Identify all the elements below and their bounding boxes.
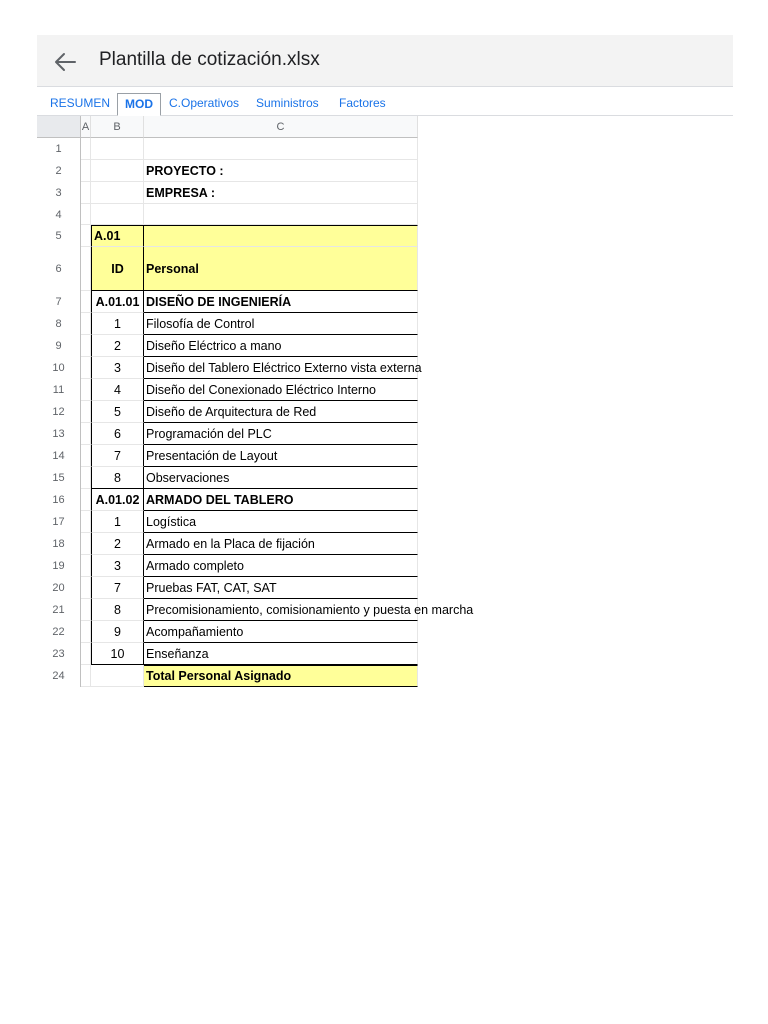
cell-c[interactable]: Personal — [144, 247, 418, 291]
cell-a[interactable] — [81, 489, 91, 511]
cell-a[interactable] — [81, 577, 91, 599]
cell-b[interactable]: 8 — [91, 599, 144, 621]
cell-a[interactable] — [81, 643, 91, 665]
cell-b[interactable]: 8 — [91, 467, 144, 489]
cell-b[interactable]: 1 — [91, 511, 144, 533]
cell-c[interactable]: Armado completo — [144, 555, 418, 577]
cell-c[interactable]: Observaciones — [144, 467, 418, 489]
cell-b[interactable]: A.01.02 — [91, 489, 144, 511]
table-row — [37, 599, 474, 621]
row-header[interactable]: 5 — [37, 225, 81, 247]
cell-b[interactable] — [91, 204, 144, 225]
cell-b[interactable]: 6 — [91, 423, 144, 445]
cell-a[interactable] — [81, 182, 91, 204]
cell-a[interactable] — [81, 599, 91, 621]
cell-a[interactable] — [81, 533, 91, 555]
row-header[interactable]: 11 — [37, 379, 81, 401]
row-header[interactable]: 19 — [37, 555, 81, 577]
table-row — [37, 621, 418, 643]
cell-c[interactable]: Diseño del Conexionado Eléctrico Interno — [144, 379, 418, 401]
cell-c[interactable]: PROYECTO : — [144, 160, 418, 182]
select-all-corner[interactable] — [37, 116, 81, 138]
table-row — [37, 643, 418, 665]
cell-c[interactable] — [144, 225, 418, 247]
table-row — [37, 357, 422, 379]
cell-c[interactable]: Programación del PLC — [144, 423, 418, 445]
cell-b[interactable]: 4 — [91, 379, 144, 401]
cell-b[interactable] — [91, 138, 144, 160]
cell-a[interactable] — [81, 401, 91, 423]
row-header[interactable]: 23 — [37, 643, 81, 665]
row-header[interactable]: 9 — [37, 335, 81, 357]
cell-a[interactable] — [81, 357, 91, 379]
table-row — [37, 445, 418, 467]
cell-b[interactable]: 1 — [91, 313, 144, 335]
cell-a[interactable] — [81, 291, 91, 313]
column-header-c[interactable]: C — [144, 116, 418, 138]
cell-c[interactable]: Pruebas FAT, CAT, SAT — [144, 577, 418, 599]
tab-factores[interactable]: Factores — [339, 96, 386, 110]
column-header-a[interactable]: A — [81, 116, 91, 138]
row-header[interactable]: 12 — [37, 401, 81, 423]
table-row — [37, 291, 418, 313]
tab-resumen[interactable]: RESUMEN — [50, 96, 111, 110]
cell-b[interactable]: 10 — [91, 643, 144, 665]
cell-a[interactable] — [81, 555, 91, 577]
cell-a[interactable] — [81, 665, 91, 687]
row-header[interactable]: 16 — [37, 489, 81, 511]
row-header[interactable]: 18 — [37, 533, 81, 555]
row-header[interactable]: 4 — [37, 204, 81, 225]
row-header[interactable]: 17 — [37, 511, 81, 533]
cell-c[interactable]: Diseño Eléctrico a mano — [144, 335, 418, 357]
tab-mod[interactable]: MOD — [117, 93, 161, 116]
table-row — [37, 401, 418, 423]
cell-b[interactable] — [91, 665, 144, 687]
cell-a[interactable] — [81, 621, 91, 643]
cell-c[interactable]: Enseñanza — [144, 643, 418, 665]
cell-a[interactable] — [81, 225, 91, 247]
row-header[interactable]: 20 — [37, 577, 81, 599]
table-row — [37, 665, 418, 687]
row-header[interactable]: 15 — [37, 467, 81, 489]
cell-b[interactable]: 3 — [91, 555, 144, 577]
cell-a[interactable] — [81, 379, 91, 401]
table-row — [37, 138, 418, 160]
row-header[interactable]: 3 — [37, 182, 81, 204]
row-header[interactable]: 6 — [37, 247, 81, 291]
cell-c[interactable]: EMPRESA : — [144, 182, 418, 204]
cell-a[interactable] — [81, 335, 91, 357]
cell-b[interactable]: 5 — [91, 401, 144, 423]
spreadsheet-grid[interactable] — [37, 116, 474, 688]
row-header[interactable]: 2 — [37, 160, 81, 182]
cell-a[interactable] — [81, 445, 91, 467]
table-row — [37, 467, 418, 489]
table-row — [37, 335, 418, 357]
cell-c[interactable]: ARMADO DEL TABLERO — [144, 489, 418, 511]
cell-c[interactable] — [144, 138, 418, 160]
cell-c[interactable]: Presentación de Layout — [144, 445, 418, 467]
table-row — [37, 511, 418, 533]
row-header[interactable]: 14 — [37, 445, 81, 467]
cell-b[interactable]: 3 — [91, 357, 144, 379]
cell-c[interactable]: Filosofía de Control — [144, 313, 418, 335]
cell-b[interactable]: 7 — [91, 577, 144, 599]
cell-c[interactable]: DISEÑO DE INGENIERÍA — [144, 291, 418, 313]
table-row — [37, 555, 418, 577]
cell-b[interactable]: 9 — [91, 621, 144, 643]
cell-a[interactable] — [81, 160, 91, 182]
cell-b[interactable]: 7 — [91, 445, 144, 467]
column-header-b[interactable]: B — [91, 116, 144, 138]
cell-a[interactable] — [81, 313, 91, 335]
row-header[interactable]: 22 — [37, 621, 81, 643]
cell-a[interactable] — [81, 511, 91, 533]
cell-a[interactable] — [81, 204, 91, 225]
table-row — [37, 379, 418, 401]
cell-a[interactable] — [81, 247, 91, 291]
document-title: Plantilla de cotización.xlsx — [99, 49, 320, 70]
table-row — [37, 533, 418, 555]
cell-b[interactable]: ID — [91, 247, 144, 291]
cell-b[interactable]: A.01 — [91, 225, 144, 247]
cell-b[interactable] — [91, 182, 144, 204]
table-row — [37, 577, 418, 599]
tab-suministros[interactable]: Suministros — [256, 96, 319, 110]
row-header[interactable]: 7 — [37, 291, 81, 313]
row-header[interactable]: 13 — [37, 423, 81, 445]
row-header[interactable]: 10 — [37, 357, 81, 379]
row-header[interactable]: 1 — [37, 138, 81, 160]
cell-a[interactable] — [81, 138, 91, 160]
back-arrow-icon[interactable] — [51, 49, 79, 75]
cell-c[interactable]: Diseño de Arquitectura de Red — [144, 401, 418, 423]
table-row — [37, 225, 418, 247]
row-header[interactable]: 8 — [37, 313, 81, 335]
table-row — [37, 313, 418, 335]
cell-a[interactable] — [81, 423, 91, 445]
cell-c[interactable]: Acompañamiento — [144, 621, 418, 643]
cell-b[interactable] — [91, 160, 144, 182]
cell-c[interactable]: Armado en la Placa de fijación — [144, 533, 418, 555]
cell-c[interactable]: Logística — [144, 511, 418, 533]
table-row — [37, 489, 418, 511]
table-row — [37, 160, 418, 182]
cell-b[interactable]: 2 — [91, 533, 144, 555]
table-row — [37, 247, 418, 291]
row-header[interactable]: 21 — [37, 599, 81, 621]
sheet-tabs — [37, 87, 733, 116]
cell-a[interactable] — [81, 467, 91, 489]
table-row — [37, 182, 418, 204]
table-row — [37, 204, 418, 225]
cell-c[interactable]: Total Personal Asignado — [144, 665, 418, 687]
table-row — [37, 423, 418, 445]
cell-c[interactable]: Precomisionamiento, comisionamiento y puesta en marcha — [144, 599, 418, 621]
cell-b[interactable]: 2 — [91, 335, 144, 357]
cell-c[interactable] — [144, 204, 418, 225]
cell-c[interactable]: Diseño del Tablero Eléctrico Externo vista externa — [144, 357, 418, 379]
cell-b[interactable]: A.01.01 — [91, 291, 144, 313]
app-bar — [37, 35, 733, 87]
tab-c-operativos[interactable]: C.Operativos — [169, 96, 240, 110]
row-header[interactable]: 24 — [37, 665, 81, 687]
